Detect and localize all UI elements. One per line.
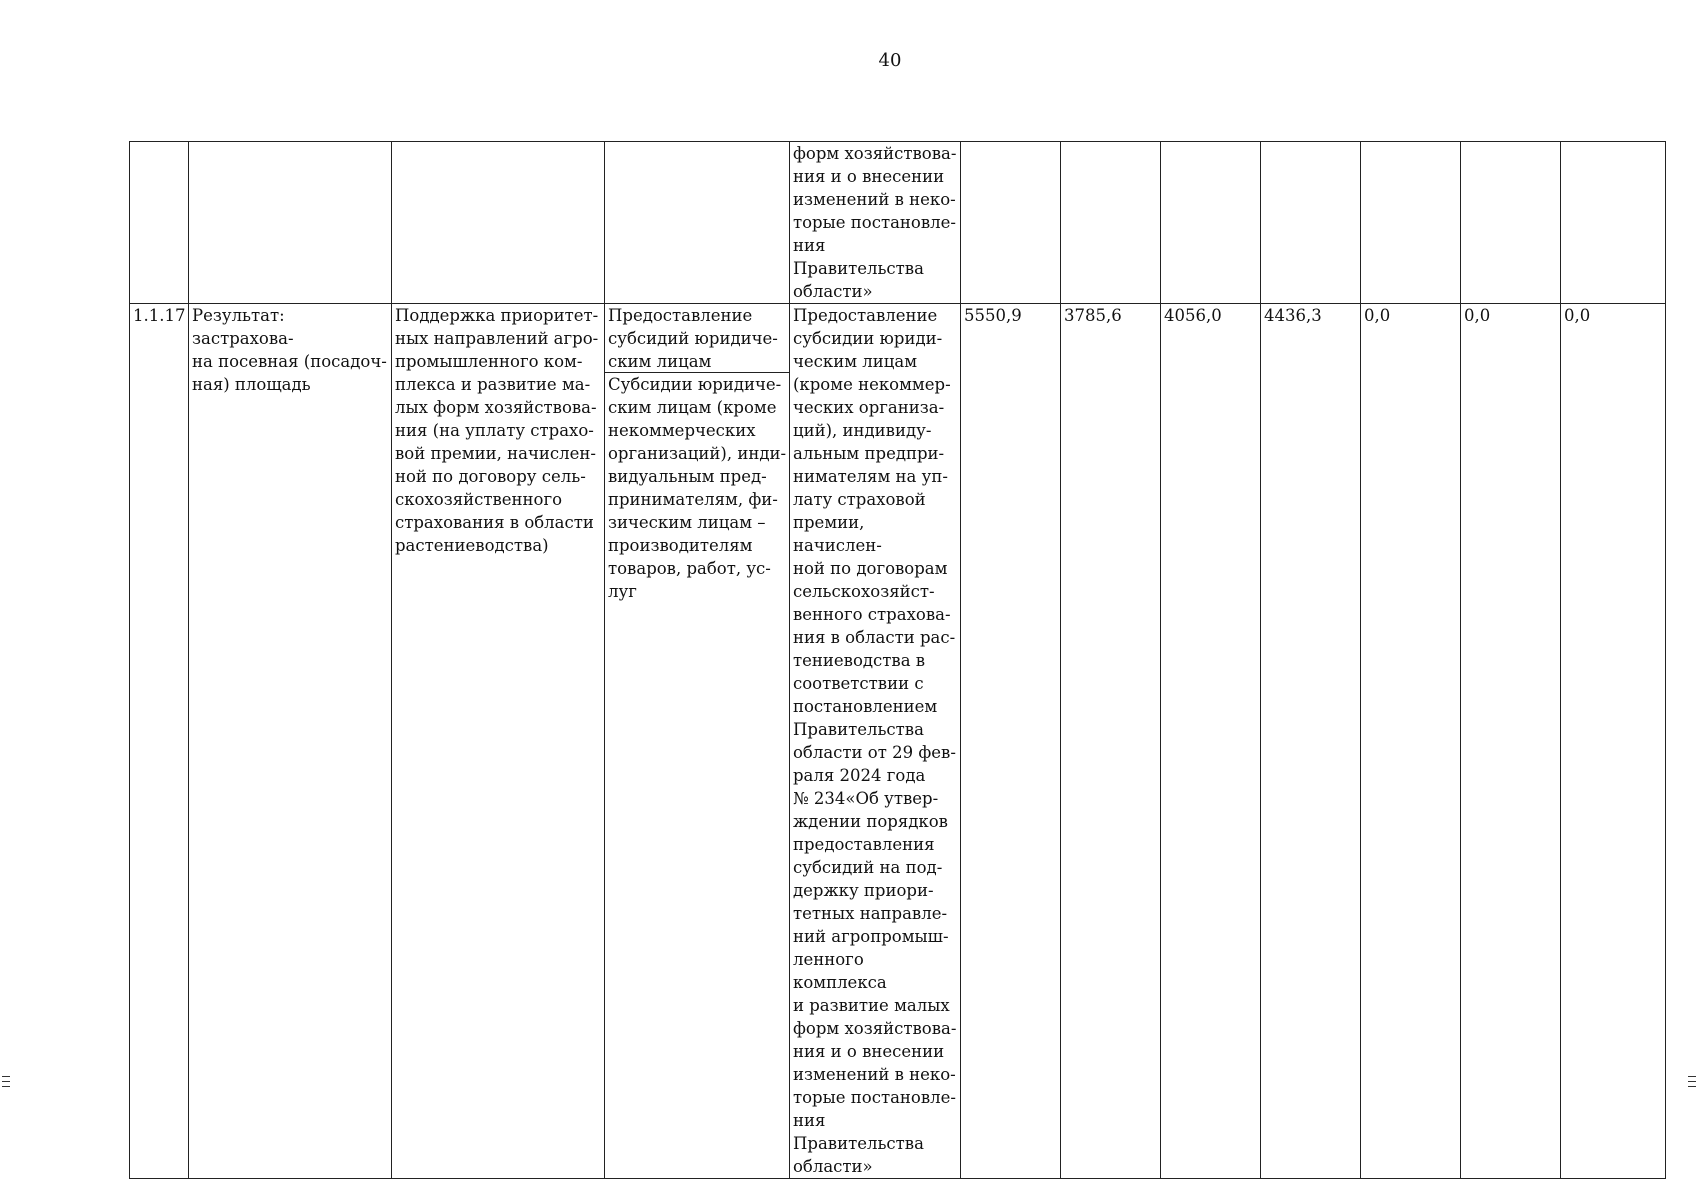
cell-value-empty bbox=[1261, 142, 1361, 304]
cell-value-empty bbox=[1461, 142, 1561, 304]
scan-mark bbox=[2, 1086, 10, 1087]
cell-result: Результат: застрахова- на посевная (посадоч- ная) площадь bbox=[189, 304, 392, 1179]
scan-mark bbox=[1688, 1076, 1696, 1077]
cell-code-empty bbox=[130, 142, 189, 304]
scan-mark bbox=[1688, 1086, 1696, 1087]
cell-value-empty bbox=[1561, 142, 1666, 304]
cell-value-empty bbox=[1161, 142, 1261, 304]
cell-value-empty bbox=[961, 142, 1061, 304]
cell-value: 0,0 bbox=[1561, 304, 1666, 1179]
page-number: 40 bbox=[878, 50, 902, 71]
cell-direction: Поддержка приоритет- ных направлений агро- промышленного ком- плекса и развитие ма- лых форм хозяйствова- ния (на уплату страхо- вой премии, начислен- ной по договору сель- скохозяйственного страхования в области растениеводства) bbox=[392, 304, 605, 1179]
cell-value: 4056,0 bbox=[1161, 304, 1261, 1179]
budget-table bbox=[129, 141, 1666, 1179]
cell-value: 5550,9 bbox=[961, 304, 1061, 1179]
scan-mark bbox=[2, 1076, 10, 1077]
cell-measure-empty bbox=[605, 142, 790, 304]
cell-value: 0,0 bbox=[1461, 304, 1561, 1179]
scan-mark bbox=[2, 1081, 10, 1082]
cell-value: 3785,6 bbox=[1061, 304, 1161, 1179]
scan-mark bbox=[1688, 1081, 1696, 1082]
cell-value: 0,0 bbox=[1361, 304, 1461, 1179]
table-row-continuation bbox=[130, 142, 1666, 304]
measure-type: Предоставление субсидий юридиче- ским лицам bbox=[605, 304, 789, 373]
cell-value-empty bbox=[1061, 142, 1161, 304]
measure-description: Субсидии юридиче- ским лицам (кроме некоммерческих организаций), инди- видуальным пред- принимателям, фи- зическим лицам – производителям товаров, работ, ус- луг bbox=[608, 375, 787, 601]
cell-value-empty bbox=[1361, 142, 1461, 304]
cell-basis: Предоставление субсидии юриди- ческим лицам (кроме некоммер- ческих организа- ций), индивиду- альным предпри- нимателям на уп- лату страховой премии, начислен- ной по договорам сельскохозяйст- венного страхова- ния в области рас- тениеводства в соответствии с постановлением Правительства области от 29 фев- раля 2024 года № 234«Об утвер- ждении порядков предоставления субсидий на под- держку приори- тетных направле- ний агропромыш- ленного комплекса и развитие малых форм хозяйствова- ния и о внесении изменений в неко- торые постановле- ния Правительства области» bbox=[790, 304, 961, 1179]
cell-result-empty bbox=[189, 142, 392, 304]
cell-direction-empty bbox=[392, 142, 605, 304]
cell-basis-continuation: форм хозяйствова- ния и о внесении изменений в неко- торые постановле- ния Правительства области» bbox=[790, 142, 961, 304]
cell-code: 1.1.17 bbox=[130, 304, 189, 1179]
table-row bbox=[130, 304, 1666, 1179]
cell-measure bbox=[605, 304, 790, 1179]
cell-value: 4436,3 bbox=[1261, 304, 1361, 1179]
